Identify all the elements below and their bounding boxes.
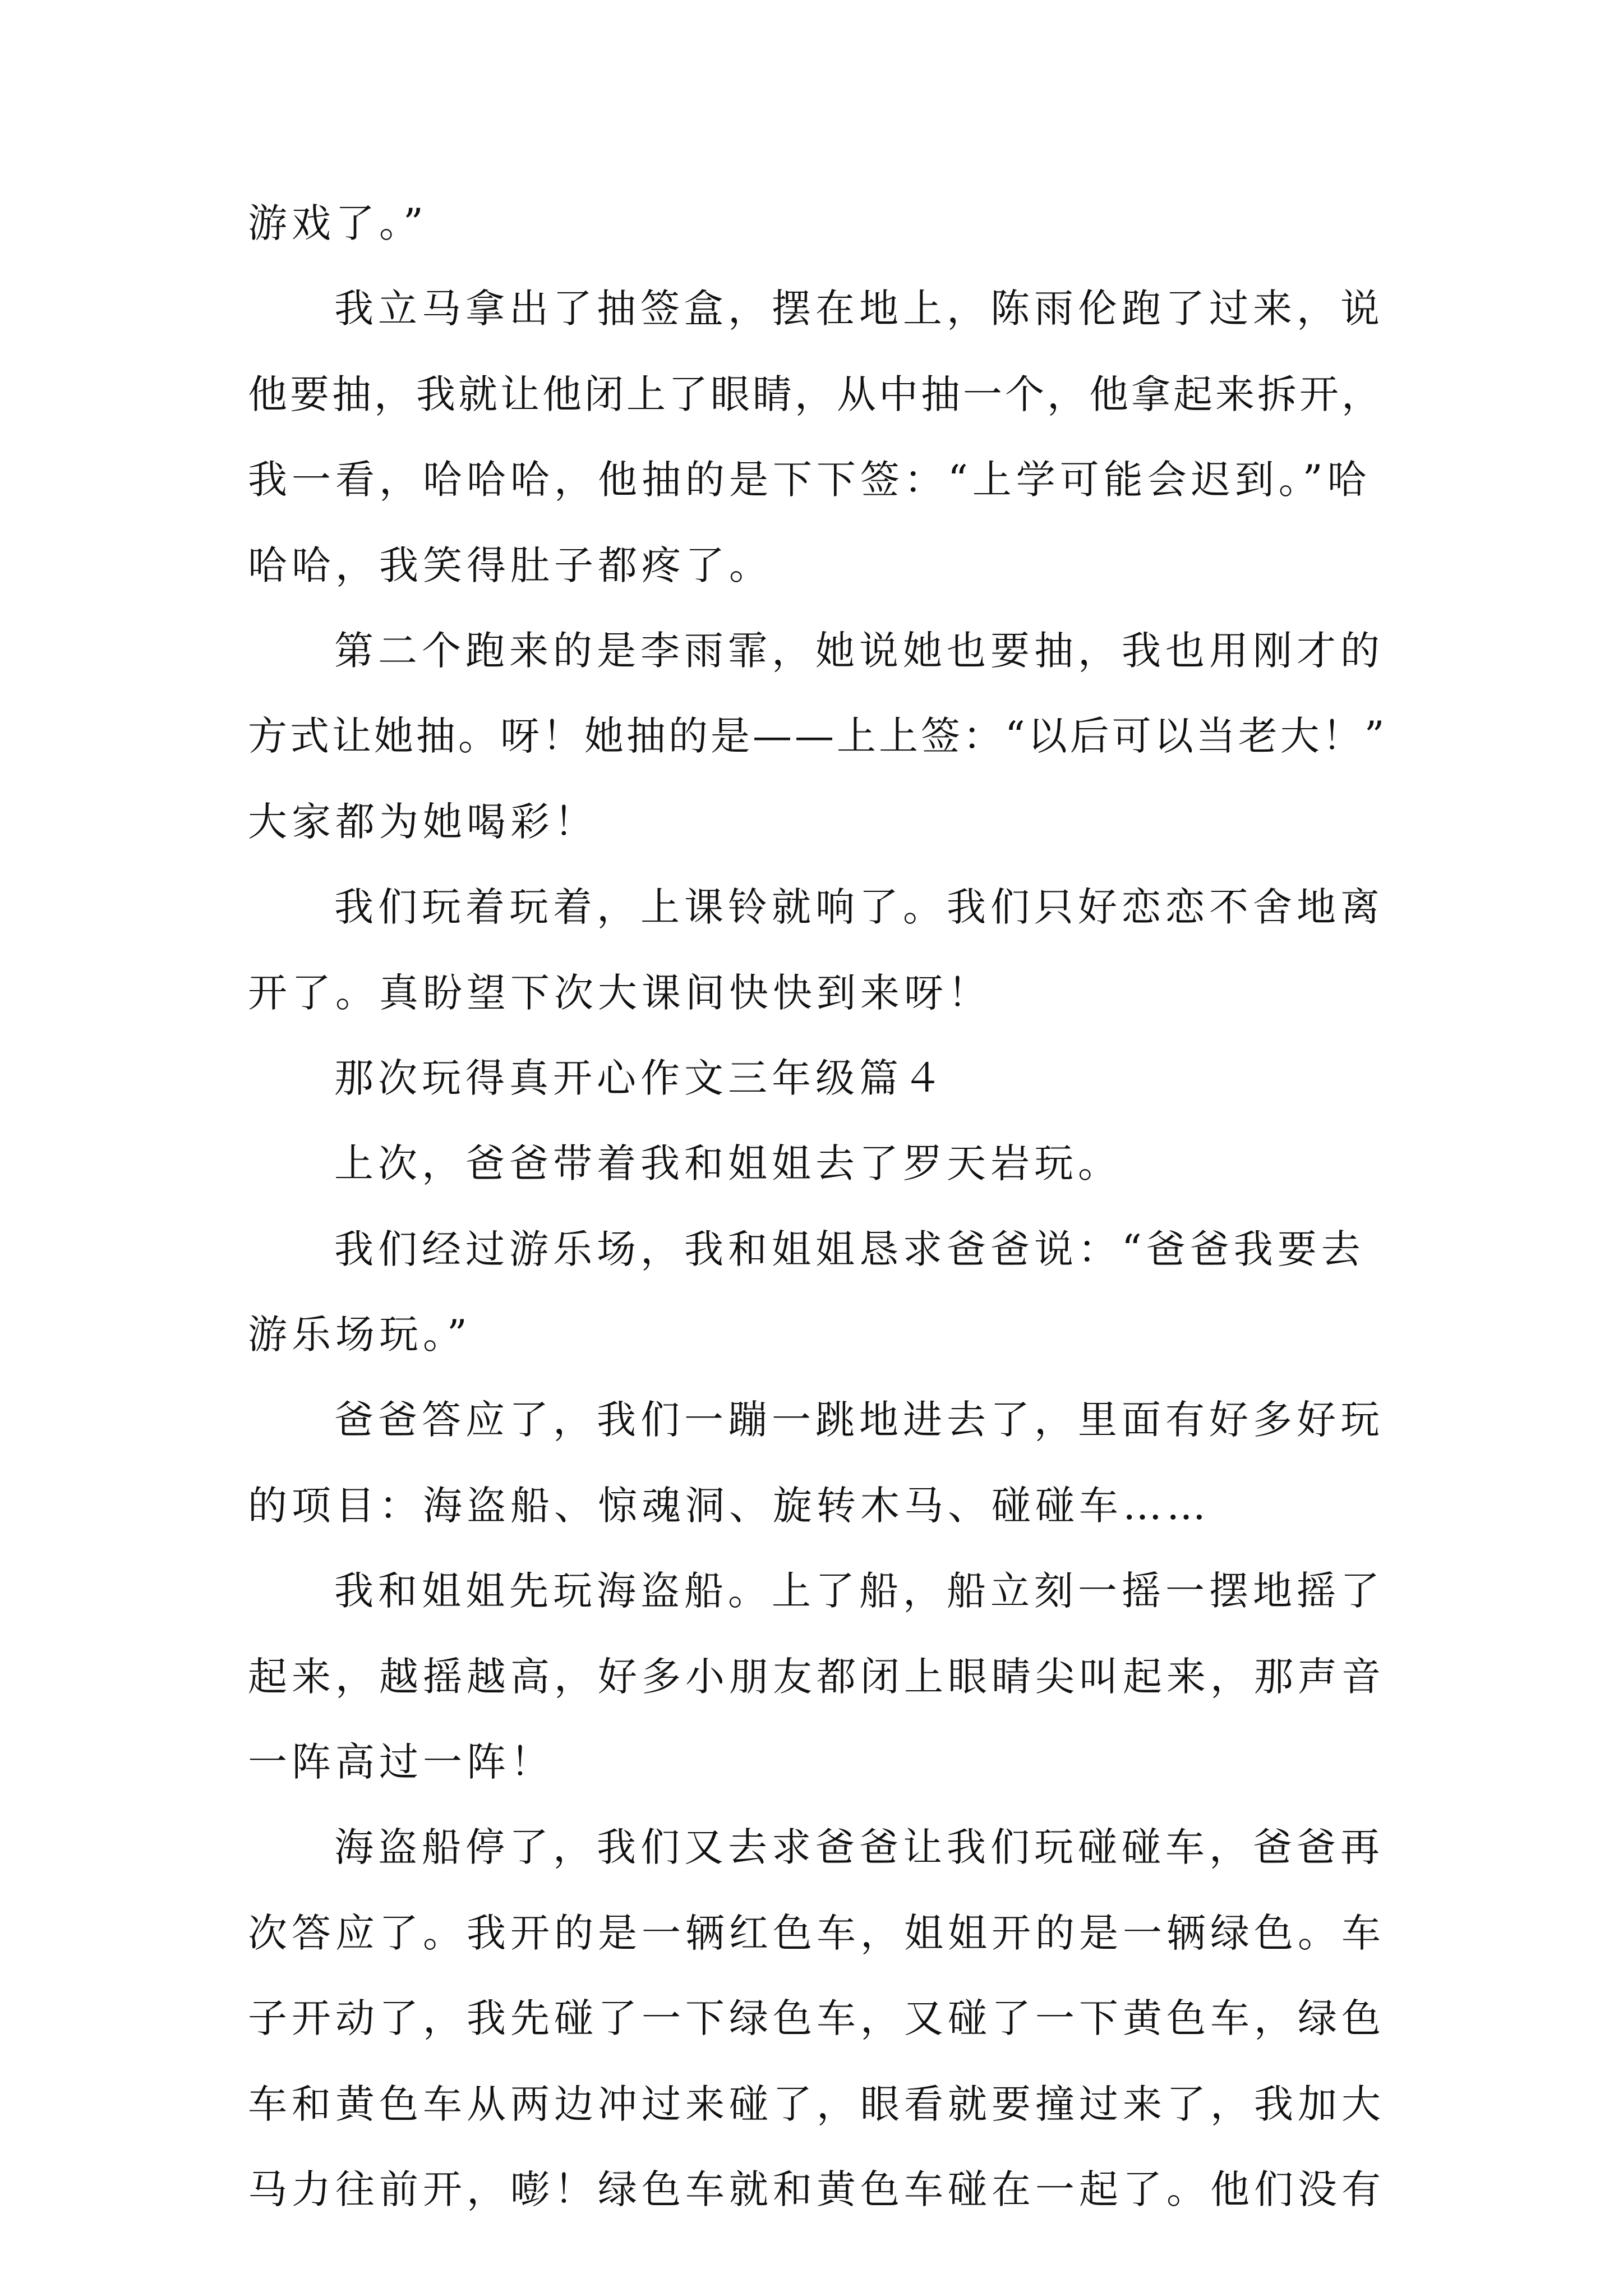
text-line: 游乐场玩。” (248, 1312, 472, 1358)
text-line: 马力往前开，嘭！绿色车就和黄色车碰在一起了。他们没有 (248, 2166, 1385, 2212)
text-line: 子开动了，我先碰了一下绿色车，又碰了一下黄色车，绿色 (248, 1995, 1385, 2042)
text-line: 的项目：海盗船、惊魂洞、旋转木马、碰碰车…… (248, 1482, 1210, 1529)
text-line: 次答应了。我开的是一辆红色车，姐姐开的是一辆绿色。车 (248, 1910, 1385, 1956)
text-line: 海盗船停了，我们又去求爸爸让我们玩碰碰车，爸爸再 (334, 1824, 1384, 1871)
text-line: 我立马拿出了抽签盒，摆在地上，陈雨伦跑了过来，说 (334, 286, 1384, 332)
text-line: 一阵高过一阵！ (248, 1739, 554, 1786)
text-line: 我们经过游乐场，我和姐姐恳求爸爸说：“爸爸我要去 (334, 1226, 1365, 1272)
text-line: 哈哈，我笑得肚子都疼了。 (248, 542, 773, 588)
text-line: 第二个跑来的是李雨霏，她说她也要抽，我也用刚才的 (334, 627, 1384, 674)
text-line: 开了。真盼望下次大课间快快到来呀！ (248, 969, 992, 1016)
text-line: 车和黄色车从两边冲过来碰了，眼看就要撞过来了，我加大 (248, 2081, 1385, 2127)
text-line: 爸爸答应了，我们一蹦一跳地进去了，里面有好多好玩 (334, 1397, 1384, 1443)
text-line: 游戏了。” (248, 200, 428, 246)
text-line: 我和姐姐先玩海盗船。上了船，船立刻一摇一摆地摇了 (334, 1568, 1384, 1614)
essay-text (248, 181, 1389, 2232)
text-line: 起来，越摇越高，好多小朋友都闭上眼睛尖叫起来，那声音 (248, 1653, 1385, 1700)
text-line: 他要抽，我就让他闭上了眼睛，从中抽一个，他拿起来拆开， (248, 371, 1384, 417)
text-line: 上次，爸爸带着我和姐姐去了罗天岩玩。 (334, 1140, 1122, 1187)
text-line: 那次玩得真开心作文三年级篇４ (334, 1055, 947, 1101)
text-line: 大家都为她喝彩！ (248, 798, 598, 845)
text-line: 我一看，哈哈哈，他抽的是下下签：“上学可能会迟到。”哈 (248, 457, 1371, 503)
text-line: 方式让她抽。呀！她抽的是——上上签：“以后可以当老大！” (248, 713, 1387, 760)
text-line: 我们玩着玩着，上课铃就响了。我们只好恋恋不舍地离 (334, 884, 1384, 931)
